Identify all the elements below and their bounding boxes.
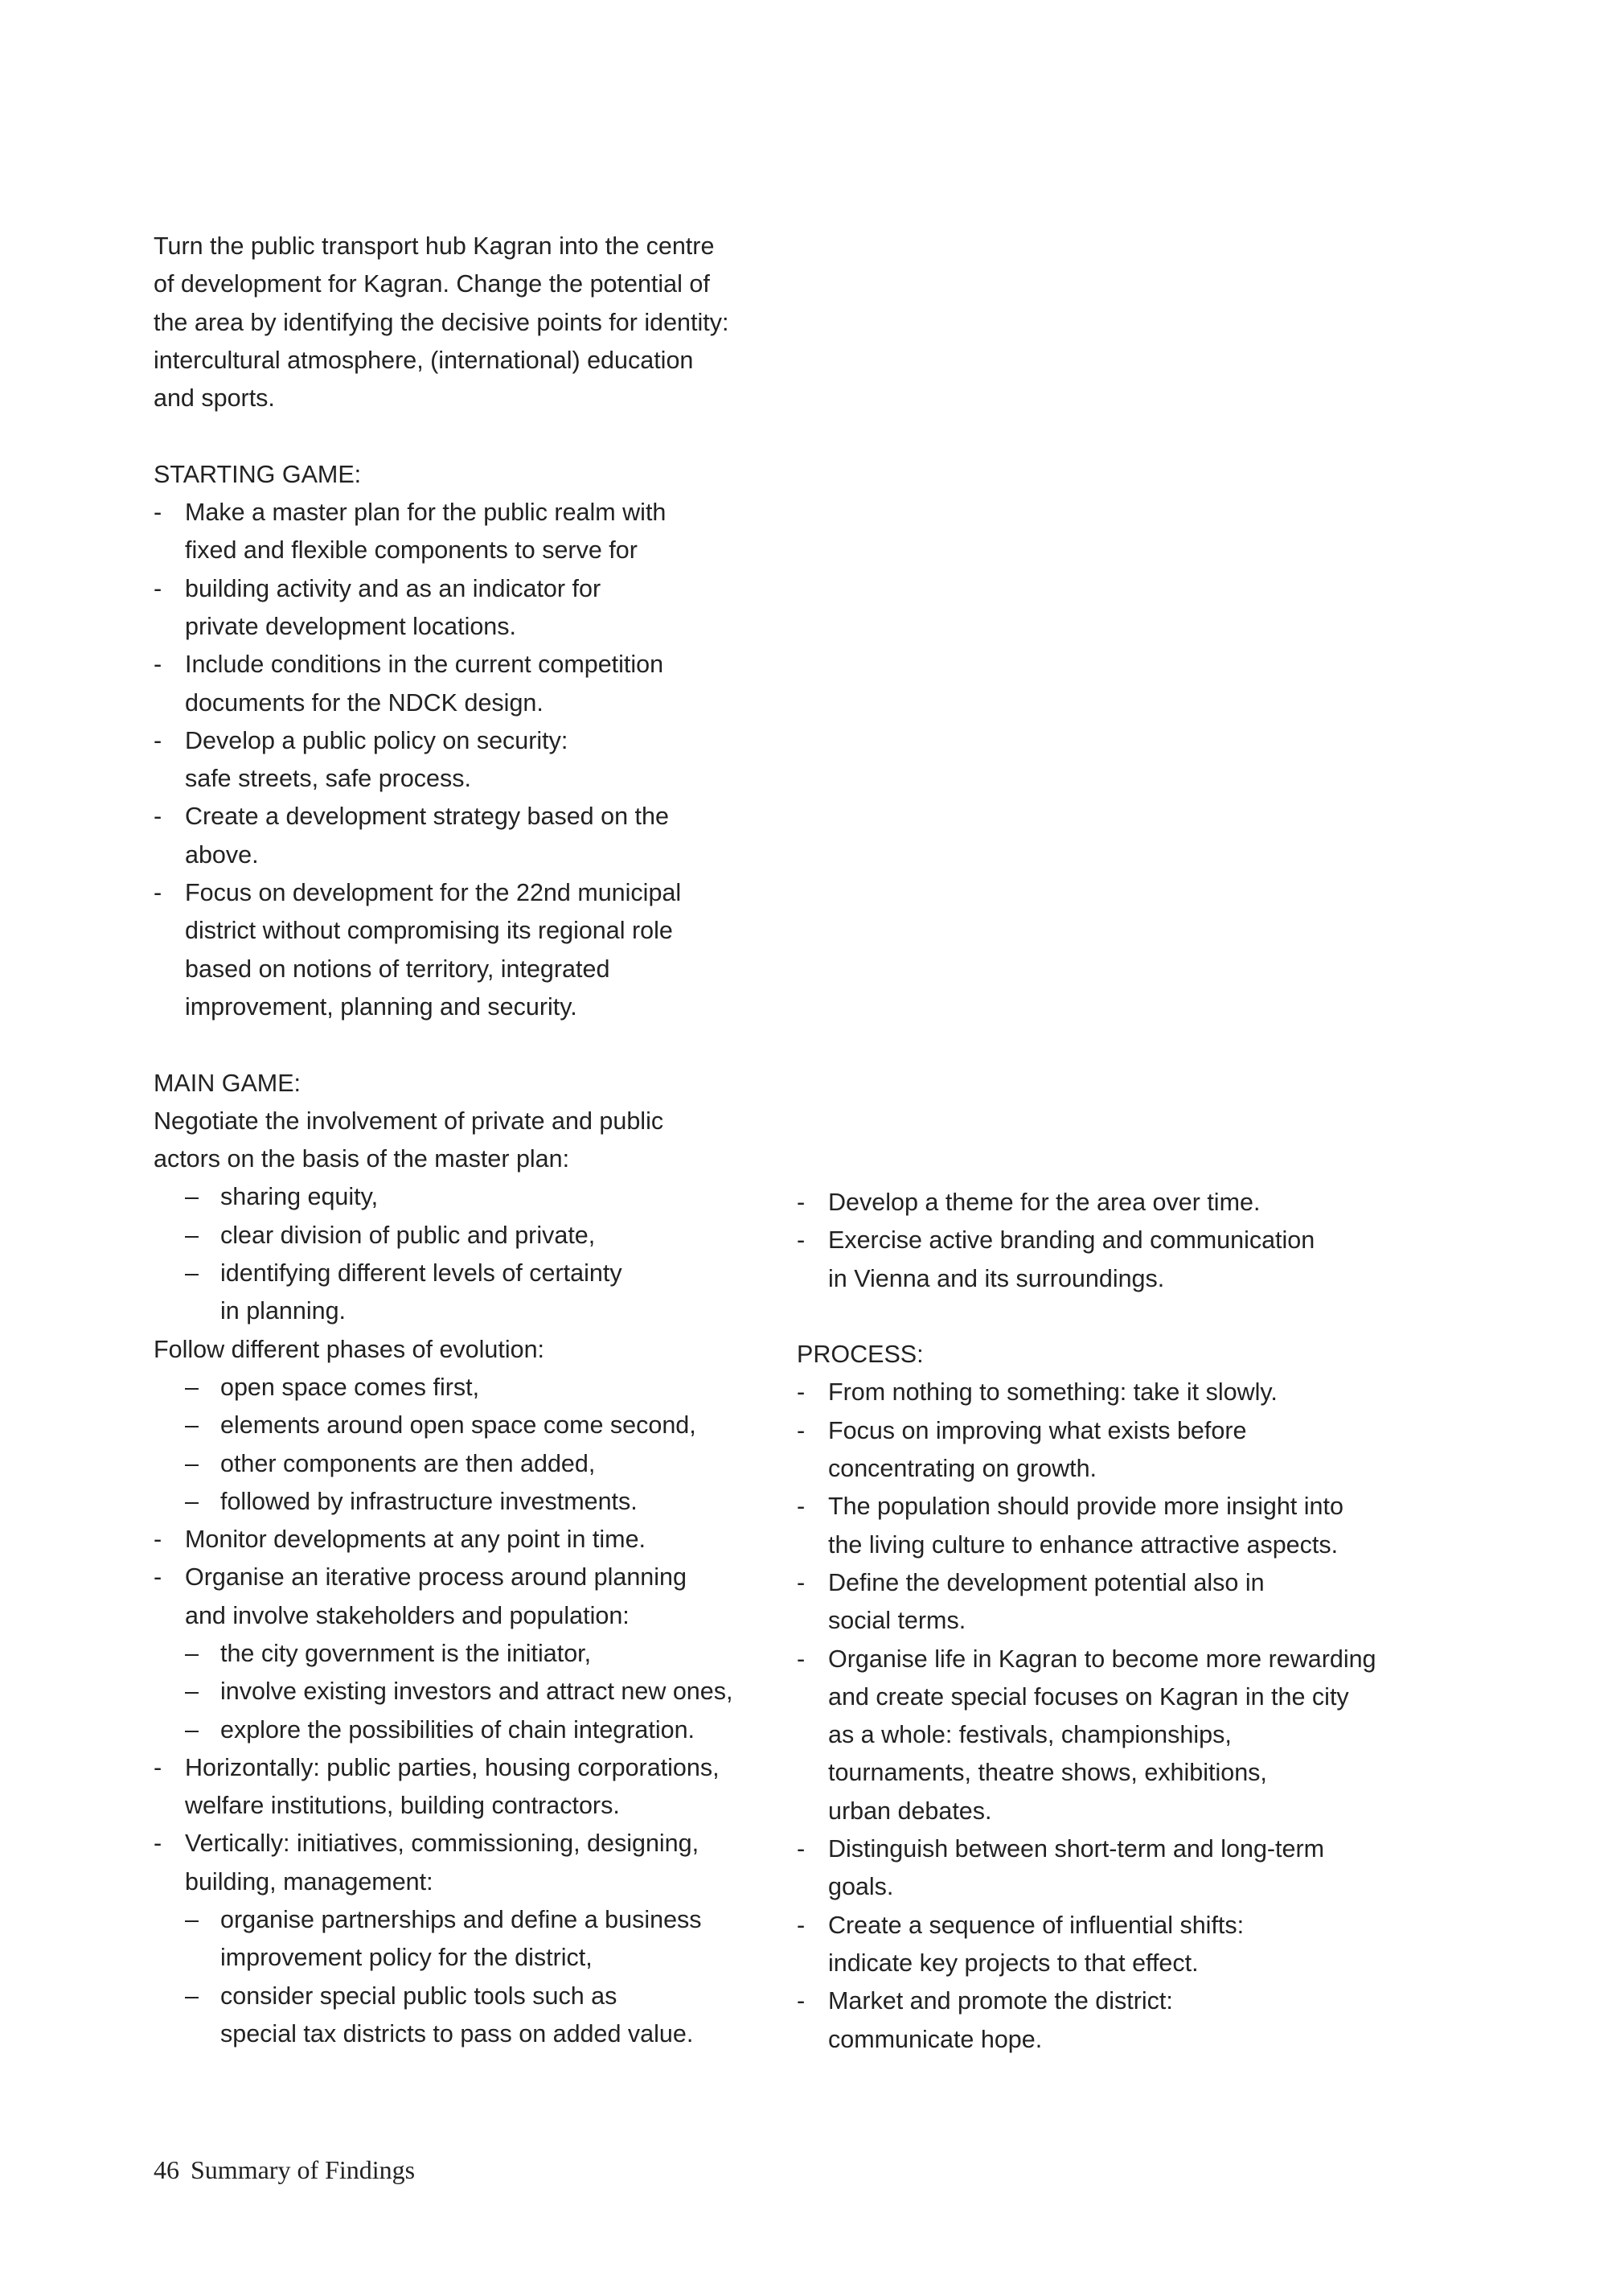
item-text-line: the city government is the initiator, — [220, 1639, 592, 1667]
negotiation-item — [154, 1255, 797, 1331]
item-text-line: building, management: — [185, 1867, 433, 1896]
bullet-marker: - — [154, 726, 162, 754]
item-text-line: Include conditions in the current competition — [185, 651, 664, 679]
page-number: 46 — [154, 2155, 179, 2184]
phase-item — [154, 1445, 797, 1483]
item-text-line: district without compromising its regional role — [185, 917, 673, 945]
item-text-line: tournaments, theatre shows, exhibitions, — [828, 1759, 1267, 1787]
organise-subitem — [154, 1635, 797, 1673]
text-line: the area by identifying the decisive points for identity: — [154, 308, 729, 336]
starting-game-item — [154, 646, 797, 722]
bullet-marker: - — [154, 879, 162, 907]
bullet-marker: - — [154, 574, 162, 602]
item-text-line: clear division of public and private, — [220, 1221, 596, 1249]
dash-marker: – — [185, 1183, 199, 1211]
bullet-marker: - — [797, 1645, 806, 1673]
item-text-line: consider special public tools such as — [220, 1982, 617, 2010]
item-text-line: welfare institutions, building contractors. — [185, 1792, 620, 1820]
item-text-line: elements around open space come second, — [220, 1411, 696, 1440]
item-text-line: documents for the NDCK design. — [185, 688, 544, 717]
negotiation-item — [154, 1178, 797, 1216]
bullet-marker: - — [797, 1835, 806, 1863]
item-text-line: Make a master plan for the public realm with — [185, 499, 667, 527]
item-text-line: organise partnerships and define a business — [220, 1906, 702, 1934]
dash-marker: – — [185, 1639, 199, 1667]
dash-marker: – — [185, 1259, 199, 1288]
process-list — [797, 1374, 1488, 2058]
dash-marker: – — [185, 1221, 199, 1249]
text-line: intercultural atmosphere, (international) education — [154, 346, 694, 374]
item-text-line: involve existing investors and attract new ones, — [220, 1678, 733, 1706]
item-text-line: as a whole: festivals, championships, — [828, 1721, 1232, 1749]
item-text-line: open space comes first, — [220, 1373, 480, 1401]
theme-item — [797, 1184, 1488, 1222]
right-column — [797, 1184, 1488, 2059]
organise-item — [154, 1559, 797, 1635]
dash-marker: – — [185, 1906, 199, 1934]
item-text-line: Organise an iterative process around planning — [185, 1563, 687, 1592]
bullet-marker: - — [797, 1987, 806, 2015]
item-text-line: Market and promote the district: — [828, 1987, 1173, 2015]
item-text-line: urban debates. — [828, 1797, 992, 1825]
item-text-line: concentrating on growth. — [828, 1455, 1097, 1483]
item-text-line: private development locations. — [185, 612, 516, 640]
process-heading: PROCESS: — [797, 1341, 924, 1369]
item-text-line: the living culture to enhance attractive aspects. — [828, 1530, 1339, 1559]
negotiation-item — [154, 1217, 797, 1255]
bullet-marker: - — [797, 1911, 806, 1939]
item-text-line: Focus on improving what exists before — [828, 1416, 1247, 1444]
text-line: actors on the basis of the master plan: — [154, 1145, 570, 1173]
starting-game-item — [154, 570, 797, 647]
vertical-subitem — [154, 1978, 797, 2054]
vertical-sublist — [154, 1901, 797, 2053]
item-text-line: in planning. — [220, 1297, 347, 1325]
bullet-marker: - — [154, 803, 162, 831]
main-game-intro — [154, 1103, 797, 1179]
bullet-marker: - — [797, 1493, 806, 1521]
item-text-line: special tax districts to pass on added value. — [220, 2019, 694, 2048]
vertical-item — [154, 1825, 797, 1901]
item-text-line: followed by infrastructure investments. — [220, 1487, 638, 1515]
section-title: Summary of Findings — [191, 2155, 416, 2184]
negotiation-sublist — [154, 1178, 797, 1330]
organise-subitem — [154, 1711, 797, 1749]
item-text-line: based on notions of territory, integrated — [185, 955, 610, 983]
bullet-marker: - — [797, 1189, 806, 1216]
item-text-line: and involve stakeholders and population: — [185, 1601, 630, 1629]
item-text-line: Horizontally: public parties, housing corporations, — [185, 1753, 720, 1781]
item-text-line: communicate hope. — [828, 2025, 1043, 2053]
item-text-line: improvement policy for the district, — [220, 1944, 593, 1972]
text-line: of development for Kagran. Change the potential of — [154, 270, 710, 298]
text-line: Turn the public transport hub Kagran into the centre — [154, 232, 715, 260]
starting-game-item — [154, 722, 797, 799]
process-item — [797, 1488, 1488, 1564]
process-item — [797, 1374, 1488, 1411]
starting-game-list — [154, 494, 797, 1026]
dash-marker: – — [185, 1487, 199, 1515]
process-item — [797, 1641, 1488, 1830]
bullet-marker: - — [154, 499, 162, 527]
phases-intro: Follow different phases of evolution: — [154, 1335, 545, 1363]
item-text-line: other components are then added, — [220, 1449, 596, 1477]
item-text-line: in Vienna and its surroundings. — [828, 1264, 1165, 1292]
bullet-marker: - — [797, 1416, 806, 1444]
item-text-line: social terms. — [828, 1607, 966, 1635]
item-text-line: safe streets, safe process. — [185, 765, 471, 793]
item-text-line: explore the possibilities of chain integration. — [220, 1715, 695, 1744]
theme-item — [797, 1222, 1488, 1298]
process-item — [797, 1564, 1488, 1641]
intro-paragraph — [154, 228, 797, 417]
text-line: Negotiate the involvement of private and public — [154, 1107, 664, 1135]
item-text-line: identifying different levels of certainty — [220, 1259, 622, 1288]
item-text-line: Focus on development for the 22nd municipal — [185, 879, 682, 907]
bullet-marker: - — [154, 1563, 162, 1592]
organise-sublist — [154, 1635, 797, 1749]
organise-subitem — [154, 1673, 797, 1711]
left-column — [154, 228, 797, 2053]
item-text-line: Create a development strategy based on the — [185, 803, 669, 831]
dash-marker: – — [185, 1373, 199, 1401]
phases-sublist — [154, 1369, 797, 1521]
item-text-line: Develop a theme for the area over time. — [828, 1189, 1261, 1216]
item-text-line: Exercise active branding and communication — [828, 1226, 1315, 1255]
item-text-line: and create special focuses on Kagran in the city — [828, 1682, 1349, 1711]
process-item — [797, 1907, 1488, 1983]
item-text-line: Organise life in Kagran to become more rewarding — [828, 1645, 1376, 1673]
item-text-line: The population should provide more insight into — [828, 1493, 1343, 1521]
process-item — [797, 1982, 1488, 2059]
phase-item — [154, 1369, 797, 1407]
item-text-line: fixed and flexible components to serve for — [185, 536, 638, 565]
item-text-line: Define the development potential also in — [828, 1568, 1265, 1596]
dash-marker: – — [185, 1715, 199, 1744]
starting-game-heading: STARTING GAME: — [154, 460, 362, 488]
bullet-marker: - — [154, 1753, 162, 1781]
starting-game-item — [154, 798, 797, 874]
item-text-line: goals. — [828, 1873, 894, 1901]
starting-game-item — [154, 874, 797, 1026]
dash-marker: – — [185, 1411, 199, 1440]
item-text-line: Monitor developments at any point in time. — [185, 1526, 646, 1554]
bullet-marker: - — [154, 1830, 162, 1858]
item-text-line: Distinguish between short-term and long-term — [828, 1835, 1325, 1863]
item-text-line: sharing equity, — [220, 1183, 379, 1211]
dash-marker: – — [185, 1678, 199, 1706]
item-text-line: indicate key projects to that effect. — [828, 1949, 1199, 1977]
monitor-item — [154, 1521, 797, 1559]
starting-game-item — [154, 494, 797, 570]
bullet-marker: - — [154, 1526, 162, 1554]
item-text-line: building activity and as an indicator for — [185, 574, 601, 602]
bullet-marker: - — [797, 1378, 806, 1407]
bullet-marker: - — [154, 651, 162, 679]
process-item — [797, 1412, 1488, 1489]
item-text-line: Vertically: initiatives, commissioning, designing, — [185, 1830, 699, 1858]
phase-item — [154, 1407, 797, 1444]
bullet-marker: - — [797, 1226, 806, 1255]
dash-marker: – — [185, 1449, 199, 1477]
theme-list — [797, 1184, 1488, 1298]
horizontal-item — [154, 1749, 797, 1826]
vertical-subitem — [154, 1901, 797, 1978]
item-text-line: Create a sequence of influential shifts: — [828, 1911, 1245, 1939]
phase-item — [154, 1483, 797, 1521]
item-text-line: From nothing to something: take it slowly. — [828, 1378, 1278, 1407]
page-footer — [154, 2155, 415, 2185]
bullet-marker: - — [797, 1568, 806, 1596]
main-game-heading: MAIN GAME: — [154, 1069, 302, 1097]
text-line: and sports. — [154, 384, 275, 413]
item-text-line: improvement, planning and security. — [185, 992, 577, 1021]
item-text-line: Develop a public policy on security: — [185, 726, 568, 754]
process-item — [797, 1830, 1488, 1907]
item-text-line: above. — [185, 840, 259, 869]
dash-marker: – — [185, 1982, 199, 2010]
